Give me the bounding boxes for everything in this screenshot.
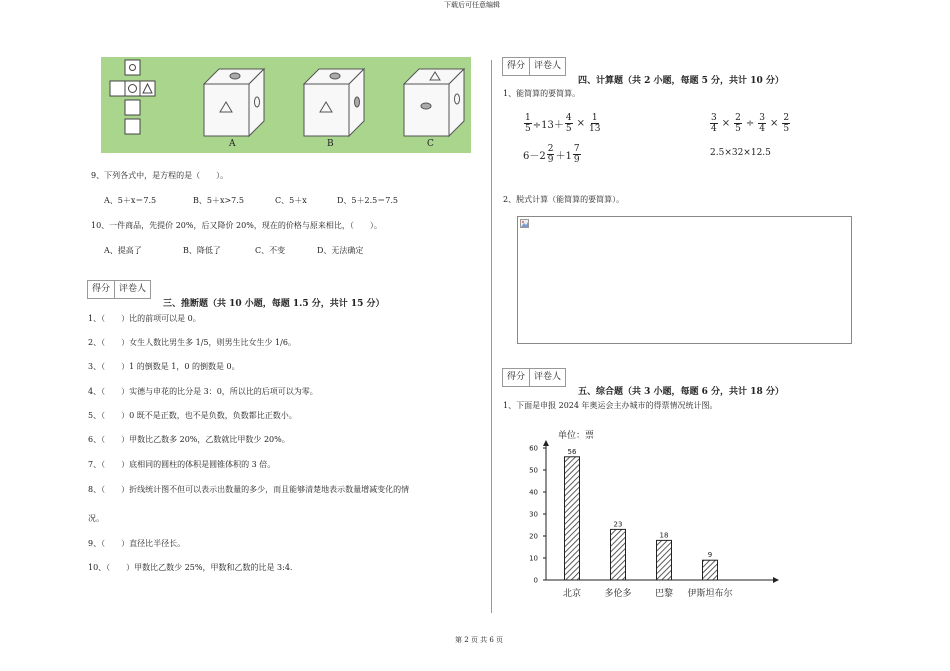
section3-item-1: 1、（ ）比的前项可以是 0。 xyxy=(88,314,201,323)
section5-q1: 1、下面是申报 2024 年奥运会主办城市的得票情况统计图。 xyxy=(503,401,718,410)
fraction xyxy=(524,113,532,134)
reviewer-label: 评卷人 xyxy=(529,369,565,386)
chart-bars xyxy=(563,448,733,599)
section3-item-9: 9、（ ）直径比半径长。 xyxy=(88,539,186,548)
fraction xyxy=(734,113,742,134)
category-label: 伊斯坦布尔 xyxy=(687,589,733,599)
denominator: 4 xyxy=(711,124,717,134)
times-sign: × xyxy=(721,118,731,129)
q10-option-a: A、提高了 xyxy=(104,246,142,255)
numerator: 4 xyxy=(565,113,572,123)
fraction xyxy=(565,113,573,134)
expression-3 xyxy=(709,113,791,134)
q9-option-c: C、5＋x xyxy=(275,196,307,205)
bar xyxy=(565,457,580,580)
denominator: 5 xyxy=(525,124,531,134)
expression-4: 2.5×32×12.5 xyxy=(710,148,771,158)
section3-item-8: 8、（ ）折线统计图不但可以表示出数量的多少，而且能够清楚地表示数量增减变化的情 xyxy=(88,485,410,494)
y-tick-label: 50 xyxy=(529,466,538,475)
q9-stem: 9、下列各式中，是方程的是（ ）。 xyxy=(91,171,229,180)
category-label: 北京 xyxy=(562,589,582,599)
header-note: 下载后可任意编辑 xyxy=(444,1,500,9)
score-box-section5 xyxy=(502,368,566,387)
y-tick-label: 60 xyxy=(529,444,538,453)
fraction xyxy=(589,113,600,134)
section4-q2: 2、脱式计算（能简算的要简算）。 xyxy=(503,195,625,204)
answer-image-box xyxy=(517,216,852,344)
reviewer-label: 评卷人 xyxy=(114,281,150,298)
section4-title: 四、计算题（共 2 小题，每题 5 分，共计 10 分） xyxy=(578,76,784,86)
section3-item-6: 6、（ ）甲数比乙数多 20%，乙数就比甲数少 20%。 xyxy=(88,435,290,444)
category-label: 多伦多 xyxy=(604,589,632,599)
reviewer-label: 评卷人 xyxy=(529,58,565,75)
fraction xyxy=(710,113,718,134)
denominator: 5 xyxy=(565,124,572,134)
denominator: 9 xyxy=(547,155,554,165)
numerator: 2 xyxy=(783,113,790,123)
y-tick-label: 30 xyxy=(529,510,538,519)
bar xyxy=(657,540,672,580)
vote-bar-chart xyxy=(510,420,800,610)
score-label: 得分 xyxy=(507,61,526,71)
y-axis-arrow xyxy=(543,440,549,446)
broken-image-icon xyxy=(520,219,529,228)
denominator: 5 xyxy=(783,124,790,134)
numerator: 2 xyxy=(735,113,741,123)
score-box-section3 xyxy=(87,280,151,299)
bar-value-label: 56 xyxy=(567,447,577,456)
times-sign: × xyxy=(769,118,779,129)
section3-item-2: 2、（ ）女生人数比男生多 1/5，则男生比女生少 1/6。 xyxy=(88,338,296,347)
x-axis-arrow xyxy=(773,577,779,583)
times-sign: × xyxy=(576,118,585,129)
denominator: 13 xyxy=(588,124,601,134)
section3-item-10: 10、（ ）甲数比乙数少 25%，甲数和乙数的比是 3:4. xyxy=(88,563,293,572)
numerator: 3 xyxy=(759,113,765,123)
figure-label-b: B xyxy=(327,139,334,149)
y-tick-label: 20 xyxy=(529,532,538,541)
column-divider xyxy=(491,60,492,613)
section3-item-5: 5、（ ）0 既不是正数，也不是负数，负数都比正数小。 xyxy=(88,411,297,420)
section3-item-3: 3、（ ）1 的倒数是 1，0 的倒数是 0。 xyxy=(88,362,240,371)
bar-value-label: 18 xyxy=(659,531,669,540)
numerator: 3 xyxy=(711,113,717,123)
q10-option-d: D、无法确定 xyxy=(317,246,364,255)
y-tick-label: 0 xyxy=(533,576,538,585)
numerator: 1 xyxy=(591,113,598,123)
operator-text: ÷13＋ xyxy=(532,120,564,131)
chart-title: 单位：票 xyxy=(558,431,595,441)
operator-text: ＋1 xyxy=(555,151,572,162)
denominator: 4 xyxy=(759,124,765,134)
bar-value-label: 23 xyxy=(613,520,623,529)
section3-item-4: 4、（ ）实德与申花的比分是 3：0，所以比的后项可以为零。 xyxy=(88,387,318,396)
bar xyxy=(703,560,718,580)
category-label: 巴黎 xyxy=(654,589,674,599)
q9-option-d: D、5＋2.5＝7.5 xyxy=(337,196,398,205)
bar-value-label: 9 xyxy=(707,551,713,560)
y-tick-label: 10 xyxy=(529,554,538,563)
q9-option-b: B、5＋x>7.5 xyxy=(193,196,244,205)
fraction xyxy=(573,144,581,165)
cube-net-diagram xyxy=(101,57,471,153)
q9-option-a: A、5＋x＝7.5 xyxy=(104,196,157,205)
cube-figure xyxy=(101,57,471,153)
fraction xyxy=(758,113,766,134)
figure-label-c: C xyxy=(427,139,434,149)
fraction xyxy=(547,144,555,165)
section5-title: 五、综合题（共 3 小题，每题 6 分，共计 18 分） xyxy=(578,387,784,397)
score-label: 得分 xyxy=(507,372,526,382)
section3-title: 三、推断题（共 10 小题，每题 1.5 分，共计 15 分） xyxy=(163,299,385,309)
figure-label-a: A xyxy=(229,139,236,149)
section3-item-8-cont: 况。 xyxy=(88,514,104,523)
denominator: 5 xyxy=(735,124,741,134)
q10-option-b: B、降低了 xyxy=(183,246,221,255)
denominator: 9 xyxy=(573,155,580,165)
section3-item-7: 7、（ ）底相同的圆柱的体积是圆锥体积的 3 倍。 xyxy=(88,460,276,469)
numerator: 7 xyxy=(573,144,580,154)
score-box-section4 xyxy=(502,57,566,76)
page-number: 第 2 页 共 6 页 xyxy=(455,636,504,644)
q10-option-c: C、不变 xyxy=(255,246,286,255)
score-label: 得分 xyxy=(92,284,111,294)
numerator: 1 xyxy=(525,113,531,123)
expression-1 xyxy=(523,113,601,134)
operator-text: 6－2 xyxy=(523,151,546,162)
divide-sign: ÷ xyxy=(745,118,755,129)
numerator: 2 xyxy=(547,144,554,154)
q10-stem: 10、一件商品，先提价 20%，后又降价 20%，现在的价格与原来相比，（ ）。 xyxy=(91,221,382,230)
expression-2 xyxy=(523,144,582,165)
y-tick-label: 40 xyxy=(529,488,538,497)
fraction xyxy=(782,113,790,134)
section4-q1: 1、能简算的要简算。 xyxy=(503,89,581,98)
bar xyxy=(611,529,626,580)
